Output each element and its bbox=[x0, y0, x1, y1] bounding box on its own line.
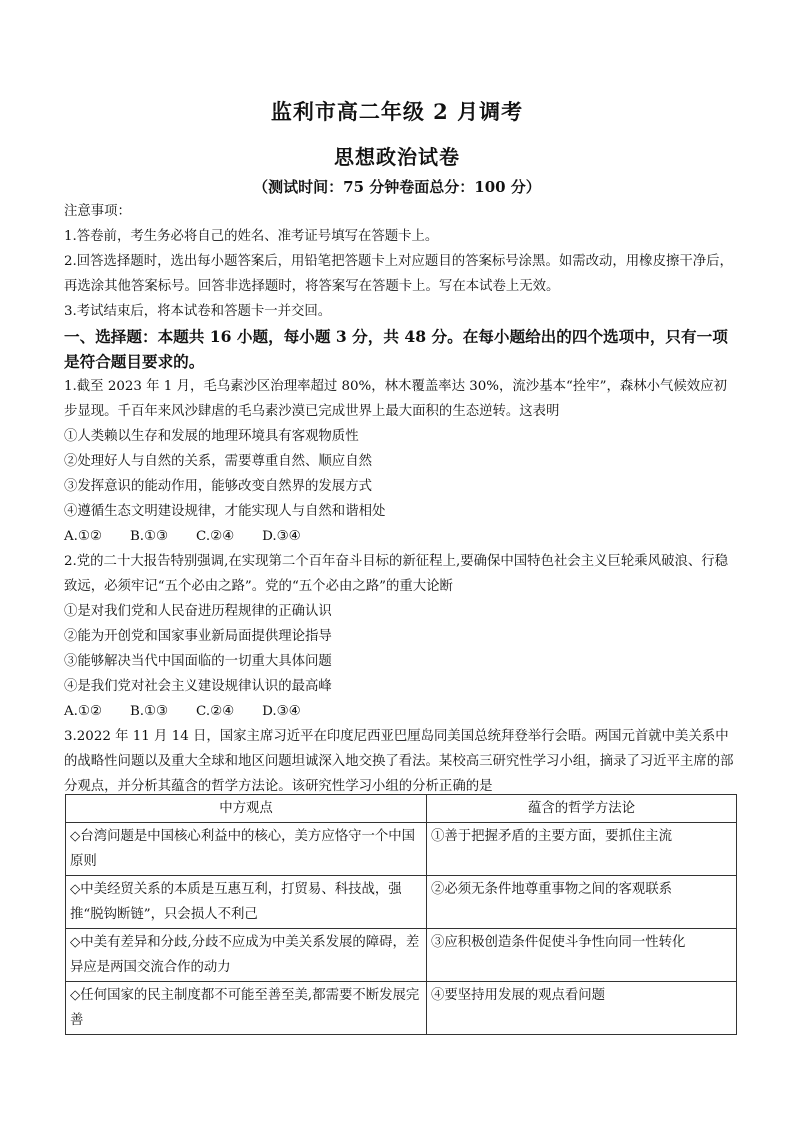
option-b: B.①③ bbox=[129, 704, 169, 719]
question-stem: 3.2022 年 11 月 14 日，国家主席习近平在印度尼西亚巴厘岛同美国总统拜登举行会晤。两国元首就中美关系中的战略性问题以及重大全球和地区问题坦诚深入地交换了看法。某校高三研究性学习小组，摘录了习近平主席的部分观点，并分析其蕴含的哲学方法论。该研究性学习小组的分析正确的是 bbox=[64, 729, 734, 794]
table-row bbox=[66, 929, 737, 982]
table-cell: ①善于把握矛盾的主要方面，要抓住主流 bbox=[427, 823, 737, 876]
table-row bbox=[66, 982, 737, 1035]
notice-item: 1.答卷前，考生务必将自己的姓名、准考证号填写在答题卡上。 bbox=[64, 229, 439, 244]
option-b: B.①③ bbox=[129, 529, 169, 544]
option-c: C.②④ bbox=[196, 529, 235, 544]
option-c: C.②④ bbox=[196, 704, 235, 719]
table-cell: ②必须无条件地尊重事物之间的客观联系 bbox=[427, 876, 737, 929]
answer-options bbox=[64, 524, 736, 549]
table-header-cell: 中方观点 bbox=[66, 795, 427, 823]
question-statement: ④遵循生态文明建设规律，才能实现人与自然和谐相处 bbox=[64, 504, 386, 519]
table-row bbox=[66, 876, 737, 929]
question-statement: ②处理好人与自然的关系，需要尊重自然、顺应自然 bbox=[64, 454, 372, 469]
option-a: A.①② bbox=[64, 704, 102, 719]
exam-body bbox=[64, 199, 736, 799]
table-cell: ◇中美经贸关系的本质是互惠互利，打贸易、科技战，强推“脱钩断链”，只会损人不利己 bbox=[66, 876, 427, 929]
table-cell: ◇台湾问题是中国核心利益中的核心，美方应恪守一个中国原则 bbox=[66, 823, 427, 876]
option-a: A.①② bbox=[64, 529, 102, 544]
notice-item: 2.回答选择题时，选出每小题答案后，用铅笔把答题卡上对应题目的答案标号涂黑。如需改动，用橡皮擦干净后，再选涂其他答案标号。回答非选择题时，将答案写在答题卡上。写在本试卷上无效。 bbox=[64, 254, 733, 294]
exam-subject: 思想政治试卷 bbox=[334, 145, 460, 169]
question-statement: ③发挥意识的能动作用，能够改变自然界的发展方式 bbox=[64, 479, 372, 494]
notice-heading: 注意事项： bbox=[64, 204, 131, 219]
table-row bbox=[66, 823, 737, 876]
viewpoint-table bbox=[65, 794, 737, 1035]
question-statement: ①是对我们党和人民奋进历程规律的正确认识 bbox=[64, 604, 332, 619]
question-stem: 1.截至 2023 年 1 月，毛乌素沙区治理率超过 80%，林木覆盖率达 30%，流沙基本“拴牢”，森林小气候效应初步显现。千百年来风沙肆虐的毛乌素沙漠已完成世界上最大面积的生态逆转。这表明 bbox=[64, 379, 727, 419]
question-statement: ①人类赖以生存和发展的地理环境具有客观物质性 bbox=[64, 429, 359, 444]
table-cell: ◇中美有差异和分歧,分歧不应成为中美关系发展的障碍，差异应是两国交流合作的动力 bbox=[66, 929, 427, 982]
table-cell: ◇任何国家的民主制度都不可能至善至美,都需要不断发展完善 bbox=[66, 982, 427, 1035]
option-d: D.③④ bbox=[262, 529, 301, 544]
answer-options bbox=[64, 699, 736, 724]
question-statement: ④是我们党对社会主义建设规律认识的最高峰 bbox=[64, 679, 332, 694]
exam-title: 监利市高二年级 2 月调考 bbox=[270, 99, 524, 124]
question-statement: ②能为开创党和国家事业新局面提供理论指导 bbox=[64, 629, 332, 644]
notice-item: 3.考试结束后，将本试卷和答题卡一并交回。 bbox=[64, 304, 332, 319]
table-cell: ④要坚持用发展的观点看问题 bbox=[427, 982, 737, 1035]
option-d: D.③④ bbox=[262, 704, 301, 719]
question-statement: ③能够解决当代中国面临的一切重大具体问题 bbox=[64, 654, 332, 669]
table-header-row bbox=[66, 795, 737, 823]
table-header-cell: 蕴含的哲学方法论 bbox=[427, 795, 737, 823]
table-cell: ③应积极创造条件促使斗争性向同一性转化 bbox=[427, 929, 737, 982]
section-heading: 一、选择题：本题共 16 小题，每小题 3 分，共 48 分。在每小题给出的四个选项中，只有一项是符合题目要求的。 bbox=[64, 327, 728, 371]
question-stem: 2.党的二十大报告特别强调,在实现第二个百年奋斗目标的新征程上,要确保中国特色社会主义巨轮乘风破浪、行稳致远，必须牢记“五个必由之路”。党的“五个必由之路”的重大论断 bbox=[64, 554, 729, 594]
exam-time-info: （测试时间：75 分钟卷面总分：100 分） bbox=[253, 178, 541, 196]
